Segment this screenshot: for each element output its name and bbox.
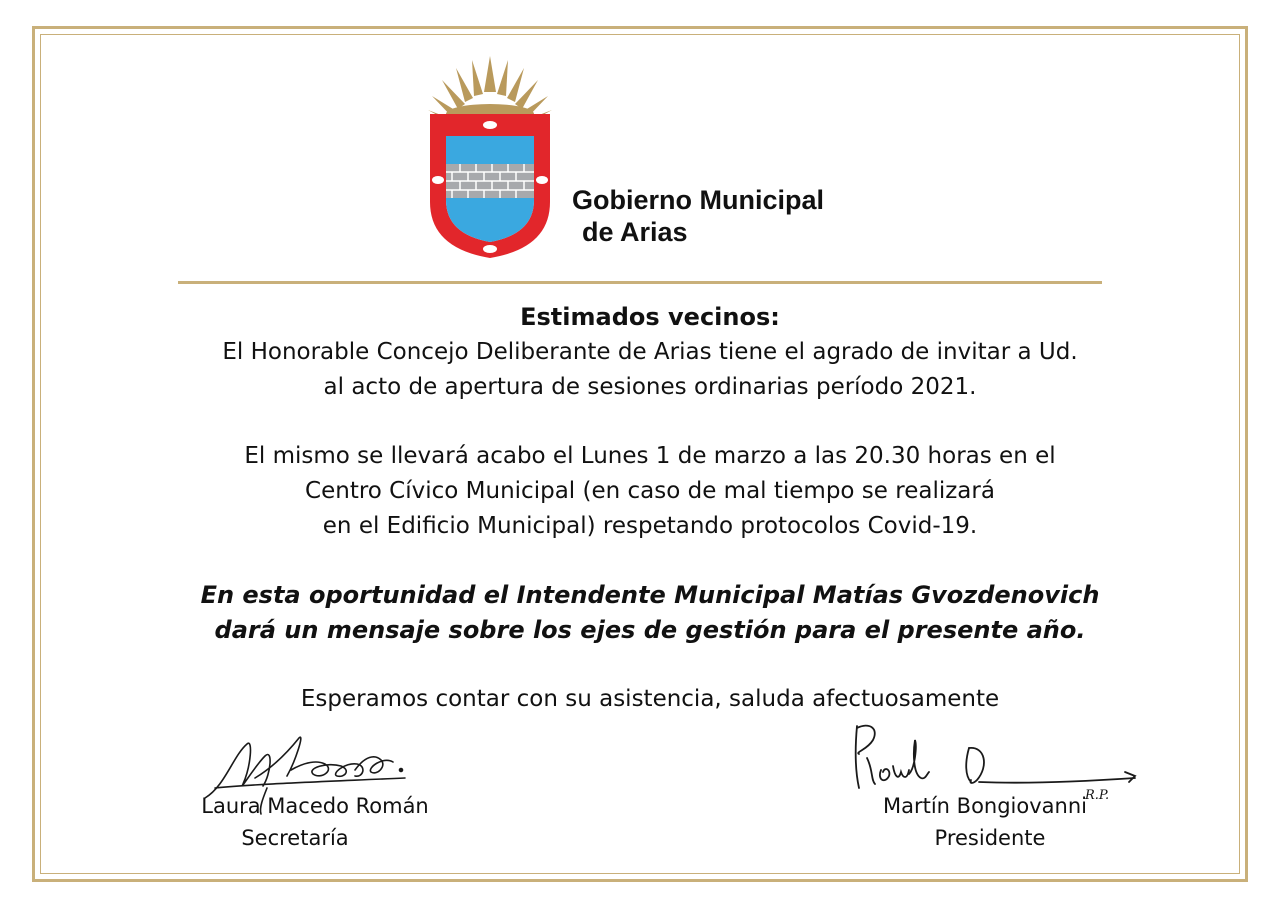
signer-name: Laura Macedo Román	[201, 794, 429, 818]
government-name-line2: de Arias	[582, 217, 688, 247]
paragraph-emphasis	[80, 578, 1220, 648]
government-name-line1: Gobierno Municipal	[572, 185, 825, 215]
divider	[178, 281, 1102, 284]
government-name	[572, 184, 824, 248]
signer-role: Secretaría	[241, 826, 349, 850]
paragraph-details	[80, 439, 1220, 544]
paragraph-line: al acto de apertura de sesiones ordinarias período 2021.	[323, 374, 977, 400]
brick-wall-icon	[446, 164, 534, 198]
municipal-coat-of-arms	[420, 52, 560, 264]
paragraph-line: En esta oportunidad el Intendente Municipal Matías Gvozdenovich	[200, 581, 1100, 609]
paragraph-line: en el Edificio Municipal) respetando protocolos Covid-19.	[322, 513, 978, 539]
letter-body	[80, 300, 1220, 648]
signer-initials: R.P.	[1085, 788, 1110, 803]
signer-left	[170, 790, 460, 854]
paragraph-invitation	[80, 335, 1220, 405]
paragraph-line: El Honorable Concejo Deliberante de Arias tiene el agrado de invitar a Ud.	[222, 339, 1078, 365]
paragraph-line: dará un mensaje sobre los ejes de gestión para el presente año.	[214, 616, 1086, 644]
signer-name: Martín Bongiovanni	[882, 794, 1087, 818]
closing-line: Esperamos contar con su asistencia, saluda afectuosamente	[300, 686, 1000, 712]
paragraph-line: Centro Cívico Municipal (en caso de mal tiempo se realizará	[305, 478, 995, 504]
signer-role: Presidente	[934, 826, 1046, 850]
sun-rays-icon	[428, 56, 552, 124]
greeting: Estimados vecinos:	[520, 303, 780, 331]
paragraph-line: El mismo se llevará acabo el Lunes 1 de marzo a las 20.30 horas en el	[244, 443, 1056, 469]
